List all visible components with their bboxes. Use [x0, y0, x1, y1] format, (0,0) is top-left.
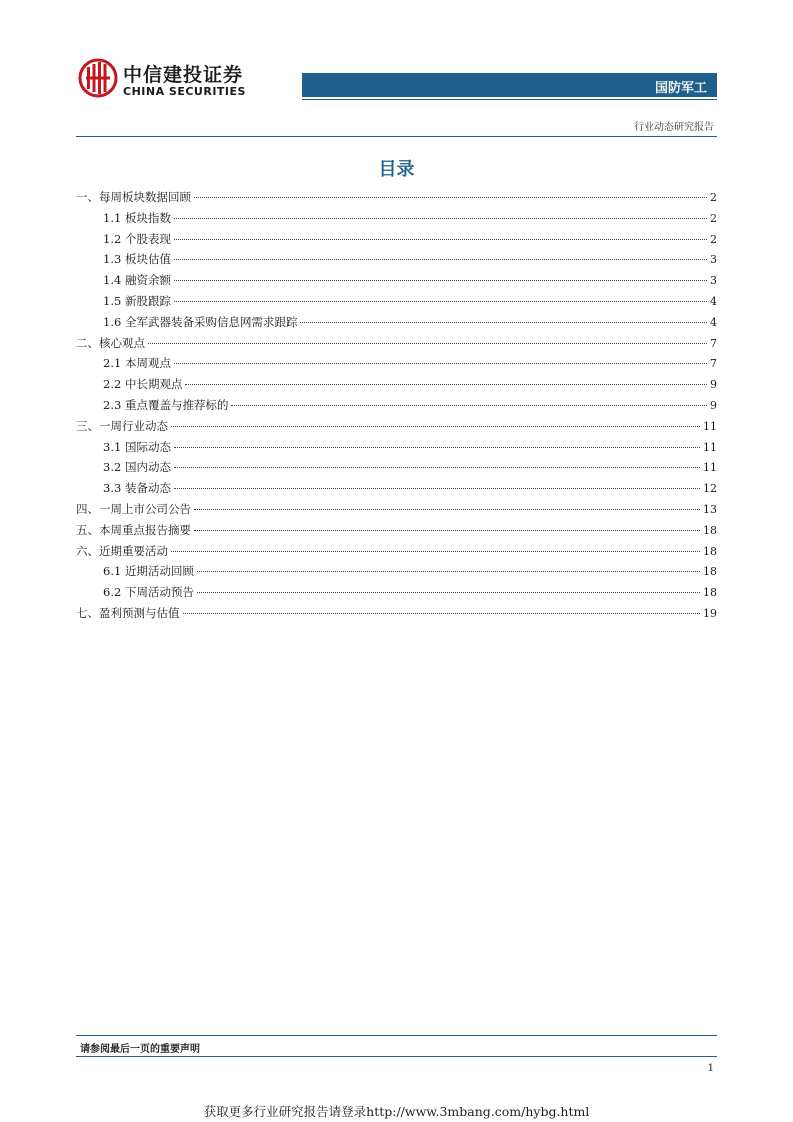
toc-entry[interactable] [76, 251, 717, 272]
toc-dot-leader [194, 197, 707, 198]
toc-entry-page: 7 [710, 357, 717, 371]
toc-entry[interactable] [76, 563, 717, 584]
toc-entry[interactable] [76, 376, 717, 397]
disclaimer-note: 请参阅最后一页的重要声明 [80, 1044, 200, 1055]
toc-entry[interactable] [76, 272, 717, 293]
toc-entry-label: 1.1 板块指数 [103, 210, 171, 225]
toc-entry[interactable] [76, 522, 717, 543]
toc-dot-leader [197, 592, 700, 593]
toc-dot-leader [231, 405, 707, 406]
toc-entry-page: 18 [703, 544, 717, 558]
report-type: 行业动态研究报告 [634, 122, 714, 133]
toc-dot-leader [183, 613, 701, 614]
toc-entry-label: 1.4 融资余额 [103, 273, 171, 288]
toc-entry[interactable] [76, 543, 717, 564]
toc-entry-label: 1.6 全军武器装备采购信息网需求跟踪 [103, 314, 298, 329]
toc-entry[interactable] [76, 418, 717, 439]
toc-dot-leader [148, 343, 707, 344]
toc-entry-page: 2 [710, 191, 717, 204]
toc-dot-leader [174, 363, 707, 364]
toc-entry-label: 六、近期重要活动 [76, 543, 168, 558]
toc-dot-leader [174, 259, 707, 260]
toc-entry-page: 2 [710, 232, 717, 246]
toc-entry-label: 七、盈利预测与估值 [76, 605, 180, 620]
toc-dot-leader [300, 322, 707, 323]
page-number: 1 [707, 1063, 714, 1074]
toc-entry-label: 3.3 装备动态 [103, 481, 171, 496]
toc-entry[interactable] [76, 584, 717, 605]
toc-entry-page: 4 [710, 294, 717, 308]
toc-entry-label: 一、每周板块数据回顾 [76, 190, 191, 204]
table-of-contents [76, 189, 717, 626]
toc-dot-leader [174, 301, 707, 302]
toc-entry-page: 18 [703, 565, 717, 579]
toc-entry-page: 19 [703, 606, 717, 620]
toc-entry[interactable] [76, 210, 717, 231]
toc-entry-label: 1.3 板块估值 [103, 252, 171, 267]
toc-dot-leader [194, 530, 700, 531]
banner-underline [302, 99, 717, 100]
toc-entry-label: 二、核心观点 [76, 335, 145, 350]
toc-dot-leader [194, 509, 700, 510]
toc-entry-label: 2.3 重点覆盖与推荐标的 [103, 397, 229, 412]
toc-entry-page: 18 [703, 523, 717, 537]
toc-entry[interactable] [76, 605, 717, 626]
toc-entry-page: 11 [703, 461, 717, 475]
toc-title: 目录 [378, 159, 415, 180]
footer-divider-top [76, 1035, 717, 1036]
toc-entry-label: 3.2 国内动态 [103, 460, 171, 475]
toc-entry-page: 13 [703, 502, 717, 516]
toc-dot-leader [171, 426, 700, 427]
toc-dot-leader [185, 384, 707, 385]
toc-entry-page: 11 [703, 440, 717, 454]
toc-entry[interactable] [76, 335, 717, 356]
toc-entry-page: 3 [710, 274, 717, 288]
toc-entry-page: 11 [703, 419, 717, 433]
toc-entry-label: 2.1 本周观点 [103, 356, 171, 371]
toc-dot-leader [171, 551, 700, 552]
toc-entry[interactable] [76, 397, 717, 418]
toc-entry-label: 四、一周上市公司公告 [76, 501, 191, 516]
toc-entry[interactable] [76, 501, 717, 522]
toc-entry-page: 9 [710, 378, 717, 392]
company-logo [78, 58, 258, 102]
toc-entry[interactable] [76, 189, 717, 210]
toc-entry[interactable] [76, 480, 717, 501]
toc-entry-label: 6.2 下周活动预告 [103, 585, 194, 600]
logo-chinese-name: 中信建投证券 [123, 64, 244, 86]
toc-dot-leader [174, 467, 700, 468]
toc-entry-label: 五、本周重点报告摘要 [76, 522, 191, 537]
toc-entry[interactable] [76, 439, 717, 460]
toc-entry[interactable] [76, 355, 717, 376]
toc-entry-page: 2 [710, 211, 717, 225]
sector-banner [302, 73, 717, 97]
toc-dot-leader [174, 239, 707, 240]
promo-link-text[interactable]: 获取更多行业研究报告请登录http://www.3mbang.com/hybg.html [203, 1104, 590, 1119]
toc-entry-label: 2.2 中长期观点 [103, 377, 183, 392]
sector-label: 国防军工 [654, 81, 707, 96]
toc-entry-label: 1.5 新股跟踪 [103, 293, 171, 308]
china-securities-logo-icon [78, 58, 118, 98]
toc-entry-page: 12 [703, 482, 717, 496]
logo-english-name: CHINA SECURITIES [123, 85, 246, 98]
toc-entry-page: 18 [703, 586, 717, 600]
toc-entry-label: 3.1 国际动态 [103, 439, 171, 454]
toc-entry[interactable] [76, 293, 717, 314]
toc-entry-page: 7 [710, 336, 717, 350]
toc-dot-leader [197, 571, 700, 572]
toc-entry-page: 9 [710, 398, 717, 412]
toc-entry-page: 4 [710, 315, 717, 329]
toc-dot-leader [174, 447, 700, 448]
toc-dot-leader [174, 488, 700, 489]
toc-entry[interactable] [76, 314, 717, 335]
toc-entry-label: 1.2 个股表现 [103, 231, 171, 246]
toc-entry-label: 6.1 近期活动回顾 [103, 564, 194, 579]
toc-entry-label: 三、一周行业动态 [76, 418, 168, 433]
toc-dot-leader [174, 280, 707, 281]
footer-divider-bottom [76, 1056, 717, 1057]
header-divider [76, 136, 717, 137]
toc-entry[interactable] [76, 459, 717, 480]
toc-entry-page: 3 [710, 253, 717, 267]
toc-dot-leader [174, 218, 707, 219]
toc-entry[interactable] [76, 231, 717, 252]
